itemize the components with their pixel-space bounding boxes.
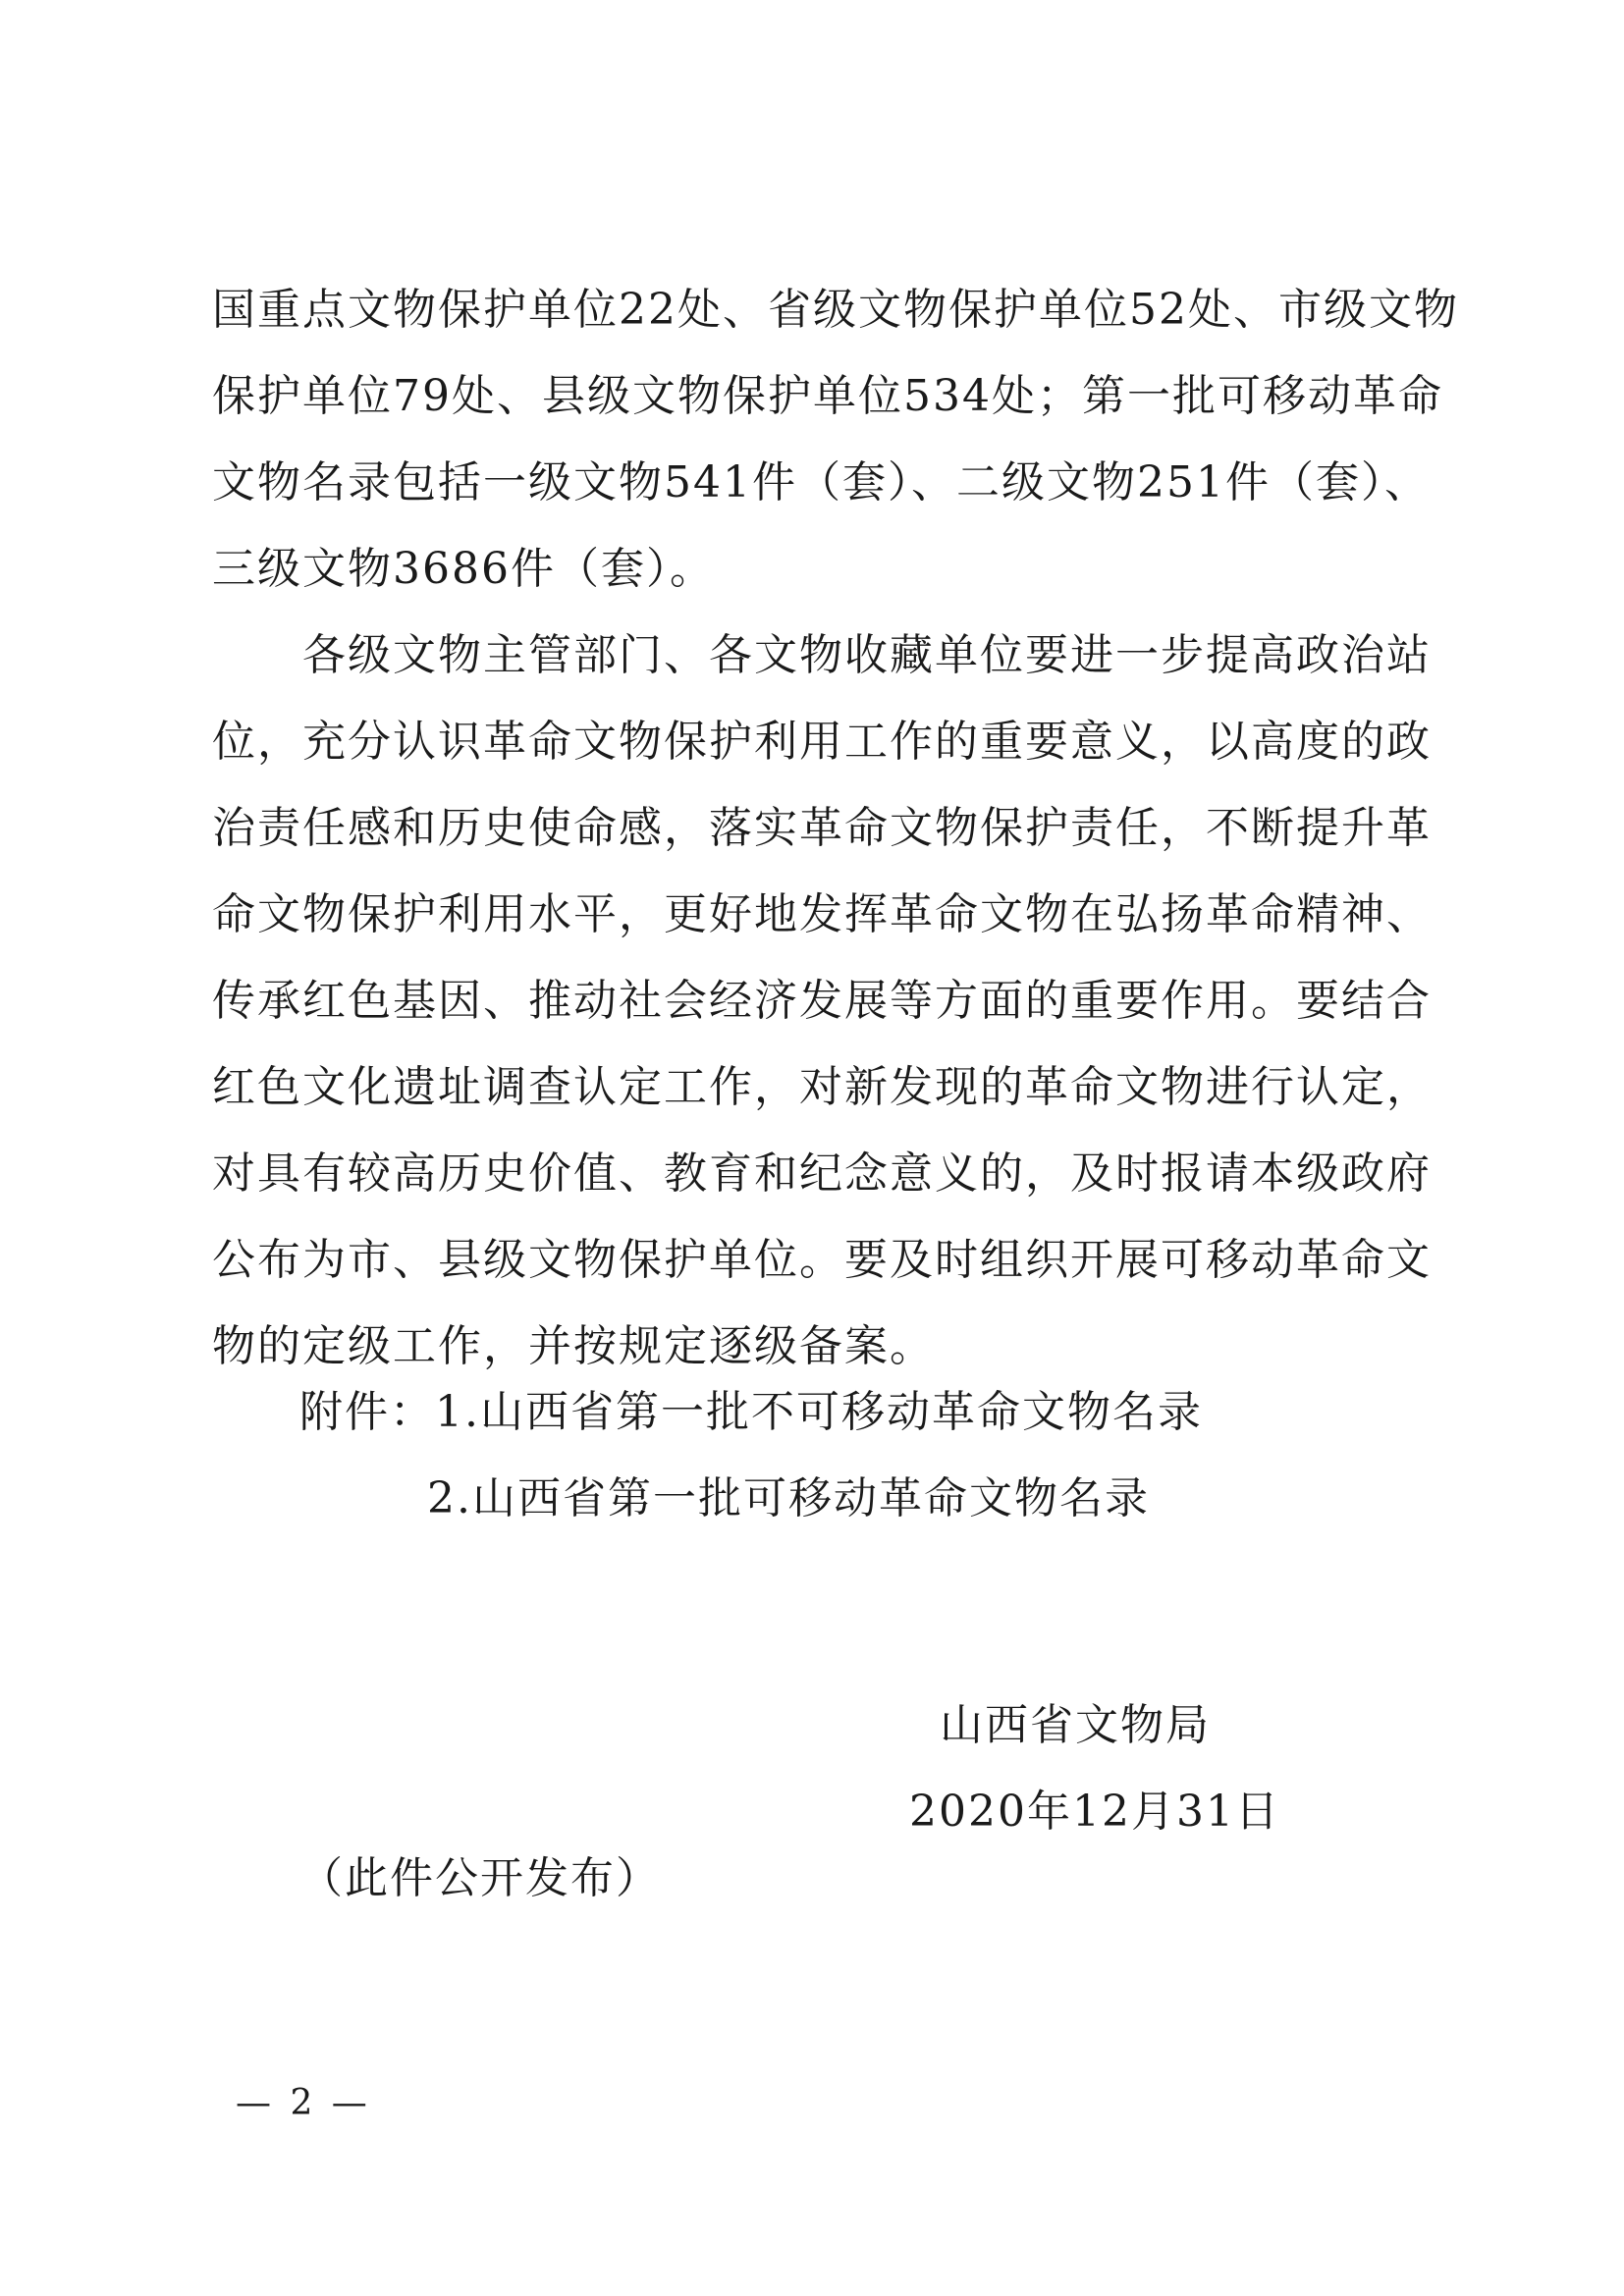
text-line: 传承红色基因、推动社会经济发展等方面的重要作用。要结合: [212, 976, 1432, 1026]
text-line: 各级文物主管部门、各文物收藏单位要进一步提高政治站: [212, 630, 1432, 680]
body-text: [212, 267, 1459, 1390]
attachments-list: [299, 1369, 1203, 1542]
signature-date: 2020年12月31日: [909, 1787, 1280, 1837]
text-line: 治责任感和历史使命感，落实革命文物保护责任，不断提升革: [212, 803, 1432, 853]
attachment-title: 1.山西省第一批不可移动革命文物名录: [435, 1387, 1203, 1437]
signature-block: [909, 1682, 1280, 1855]
paragraph-1: [212, 267, 1459, 613]
text-line: 保护单位79处、县级文物保护单位534处；第一批可移动革命: [212, 371, 1443, 421]
text-line: 文物名录包括一级文物541件（套）、二级文物251件（套）、: [212, 457, 1430, 507]
attachment-item-2: [299, 1456, 1203, 1542]
text-line: 公布为市、县级文物保护单位。要及时组织开展可移动革命文: [212, 1235, 1432, 1285]
text-line: 国重点文物保护单位22处、省级文物保护单位52处、市级文物: [212, 285, 1459, 335]
text-line: 物的定级工作，并按规定逐级备案。: [212, 1321, 935, 1371]
attachments-label: 附件：: [299, 1387, 435, 1437]
signature-organization: 山西省文物局: [940, 1700, 1212, 1750]
page-number: — 2 —: [236, 2083, 371, 2123]
text-line: 位，充分认识革命文物保护利用工作的重要意义，以高度的政: [212, 717, 1432, 767]
paragraph-2: [212, 613, 1430, 1390]
attachment-title: 2.山西省第一批可移动革命文物名录: [427, 1473, 1150, 1523]
attachment-item-1: [299, 1369, 1203, 1456]
text-line: 命文物保护利用水平，更好地发挥革命文物在弘扬革命精神、: [212, 889, 1432, 939]
text-line: 对具有较高历史价值、教育和纪念意义的，及时报请本级政府: [212, 1148, 1432, 1199]
text-line: 三级文物3686件（套）。: [212, 544, 715, 594]
public-release-note: （此件公开发布）: [299, 1853, 661, 1903]
text-line: 红色文化遗址调查认定工作，对新发现的革命文物进行认定，: [212, 1062, 1432, 1112]
